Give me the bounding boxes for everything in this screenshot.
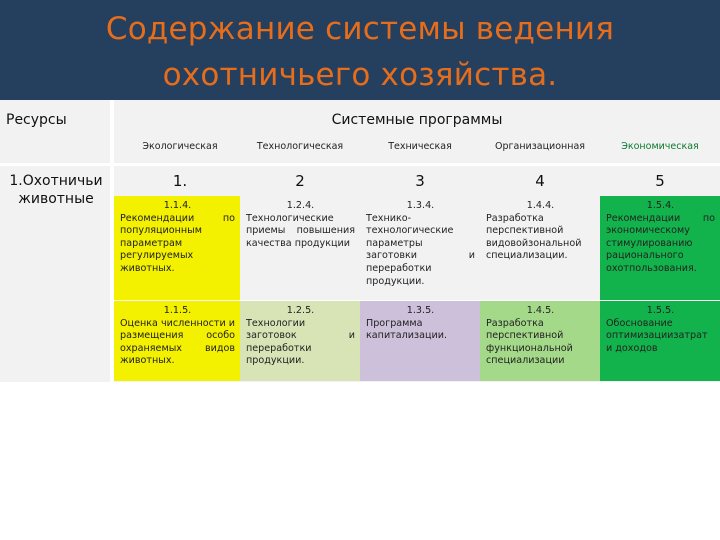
cell-text: Технологические приемы повышения качества продукции [246,212,355,249]
program-cell-ecological [114,301,240,381]
cell-code: 1.3.5. [406,305,435,316]
program-cell-technological [240,301,360,381]
cell-code: 1.1.4. [163,200,192,211]
cell-text: Программа капитализации. [366,317,448,342]
program-number: 2 [295,172,305,190]
program-cell-economic [600,196,720,300]
resource-label [4,172,108,208]
program-cell-technical [360,196,480,300]
cell-text: Рекомендации по экономическому стимулированию рационального охотпользования. [606,212,715,274]
program-number: 5 [655,172,665,190]
program-economic: Экономическая [621,141,699,152]
program-organizational: Организационная [495,141,585,152]
slide-title [0,6,720,98]
program-cell-technological [240,196,360,300]
program-cell-organizational [480,196,600,300]
title-line-2: охотничьего хозяйства. [162,57,558,93]
program-number: 4 [535,172,545,190]
program-cell-technical [360,301,480,381]
cell-code: 1.2.5. [286,305,315,316]
program-technical: Техническая [388,141,452,152]
cell-code: 1.5.4. [646,200,675,211]
row-divider [114,300,720,301]
cell-text: Рекомендации по популяционным параметрам регулируемых животных. [120,212,235,274]
cell-text: Оценка численности и размещения особо охраняемых видов животных. [120,317,235,367]
resource-label-line-2: животные [18,191,94,207]
cell-text: Технико-технологические параметры заготовки и переработки продукции. [366,212,475,287]
title-line-1: Содержание системы ведения [105,11,615,47]
cell-code: 1.5.5. [646,305,675,316]
cell-code: 1.1.5. [163,305,192,316]
cell-code: 1.3.4. [406,200,435,211]
cell-text: Разработка перспективной видовойзональной специализации. [486,212,582,262]
program-number: 3 [415,172,425,190]
cell-text: Обоснование оптимизациизатрат и доходов [606,317,708,354]
cell-code: 1.4.5. [526,305,555,316]
cell-text: Технологии заготовок и переработки продукции. [246,317,355,367]
program-technological: Технологическая [256,141,344,152]
program-cell-ecological [114,196,240,300]
cell-text: Разработка перспективной функциональной специализации [486,317,573,367]
cell-code: 1.4.4. [526,200,555,211]
program-cell-economic [600,301,720,381]
program-cell-organizational [480,301,600,381]
program-ecological: Экологическая [142,141,218,152]
program-number: 1. [172,172,188,190]
cell-code: 1.2.4. [286,200,315,211]
programs-header: Системные программы [331,112,503,128]
resource-label-line-1: 1.Охотничьи [9,173,103,189]
resources-header: Ресурсы [6,112,67,128]
